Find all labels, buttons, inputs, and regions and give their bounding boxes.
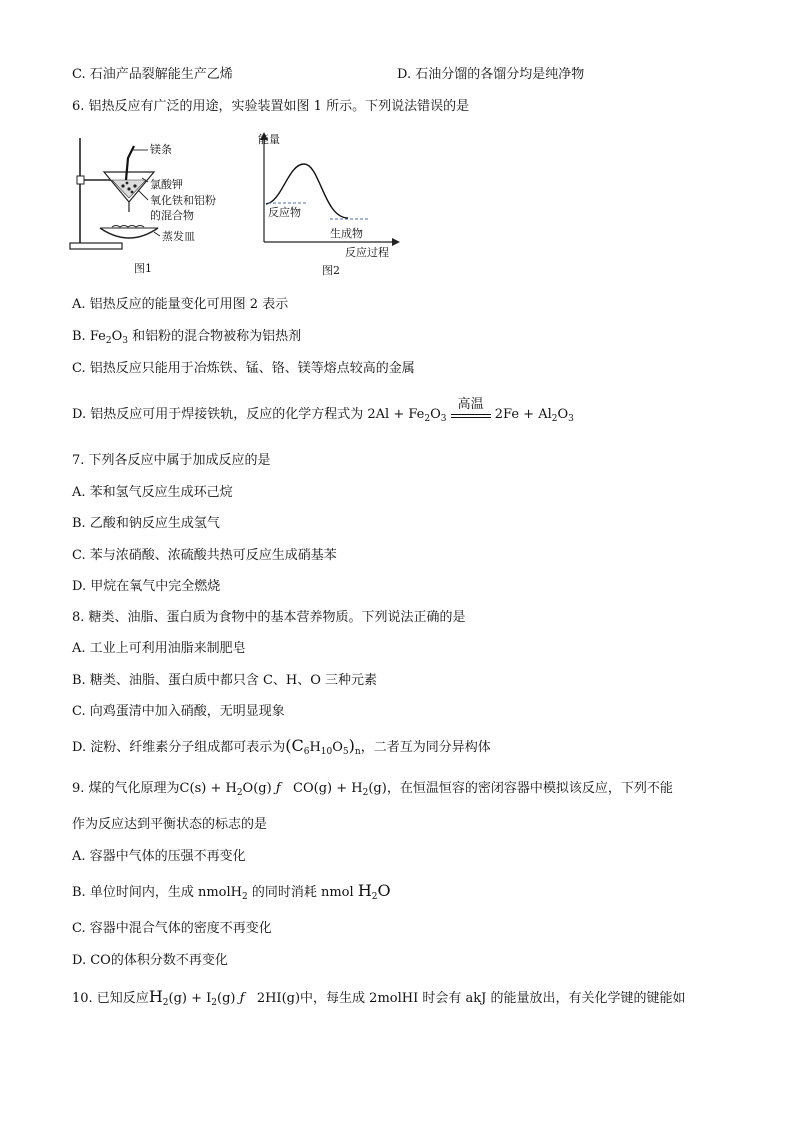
fig1-label-mixture-2: 的混合物 <box>150 209 194 222</box>
q6-option-a: A. 铝热反应的能量变化可用图 2 表示 <box>72 297 289 312</box>
fig2-product-label: 生成物 <box>330 227 363 240</box>
fig2-y-label: 能量 <box>258 133 280 146</box>
fig2-reactant-label: 反应物 <box>268 206 301 219</box>
q9-option-c: C. 容器中混合气体的密度不再变化 <box>72 921 272 936</box>
q9-stem-line2: 作为反应达到平衡状态的标志的是 <box>72 817 268 832</box>
q6-option-c: C. 铝热反应只能用于冶炼铁、锰、铬、镁等熔点较高的金属 <box>72 361 415 376</box>
q7-option-d: D. 甲烷在氧气中完全燃烧 <box>72 579 221 594</box>
q8-option-c: C. 向鸡蛋清中加入硝酸，无明显现象 <box>72 704 285 719</box>
q6-d-equation: $2Al + Fe_2O_3$ 高温 $2Fe + Al_2O_3$ <box>367 397 574 424</box>
q7-stem: 7. 下列各反应中属于加成反应的是 <box>72 453 271 468</box>
q8-stem: 8. 糖类、油脂、蛋白质为食物中的基本营养物质。下列说法正确的是 <box>72 610 466 625</box>
q9-option-d: D. CO的体积分数不再变化 <box>72 953 228 968</box>
fig1-label-kclo3: 氯酸钾 <box>150 178 183 191</box>
q10-stem: 10. 已知反应$H_2(g) + I_2(g)$ ƒ 2HI(g)中，每生成 2molHI 时会有 akJ 的能量放出，有关化学键的键能如 <box>72 987 686 1008</box>
fig1-label-mixture-1: 氧化铁和铝粉 <box>150 194 216 207</box>
q5-option-c: C. 石油产品裂解能生产乙烯 <box>72 67 233 82</box>
fig1-caption: 图1 <box>134 262 152 275</box>
q8-option-a: A. 工业上可利用油脂来制肥皂 <box>72 641 246 656</box>
q5-option-d: D. 石油分馏的各馏分均是纯净物 <box>397 67 585 82</box>
q7-option-a: A. 苯和氢气反应生成环己烷 <box>72 485 233 500</box>
q8-option-d: D. 淀粉、纤维素分子组成都可表示为$(C_6H_{10}O_5)_n$，二者互为同分异构体 <box>72 736 491 757</box>
q10-equation: $H_2(g) + I_2(g)$ ƒ 2HI(g) <box>148 987 301 1008</box>
q6-option-b: B. $Fe_2O_3$ 和铝粉的混合物被称为铝热剂 <box>72 329 302 346</box>
fig1-label-mg-strip: 镁条 <box>150 143 172 156</box>
q8-option-b: B. 糖类、油脂、蛋白质中都只含 C、H、O 三种元素 <box>72 673 378 688</box>
q7-option-c: C. 苯与浓硝酸、浓硫酸共热可反应生成硝基苯 <box>72 548 337 563</box>
q9-equation: $C(s) + H_2O(g)$ ƒ $CO(g) + H_2(g)$ <box>179 781 387 798</box>
q7-option-b: B. 乙酸和钠反应生成氢气 <box>72 516 220 531</box>
fig2-x-label: 反应过程 <box>345 246 389 259</box>
q9-option-b: B. 单位时间内，生成 nmolH$_2$ 的同时消耗 nmol $H_2O$ <box>72 881 391 902</box>
q9-stem: 9. 煤的气化原理为$C(s) + H_2O(g)$ ƒ $CO(g) + H_2(g)$，在恒温恒容的密闭容器中模拟该反应，下列不能 <box>72 781 673 798</box>
fig1-label-dish: 蒸发皿 <box>162 230 195 243</box>
q6-stem: 6. 铝热反应有广泛的用途，实验装置如图 1 所示。下列说法错误的是 <box>72 99 470 114</box>
q6-option-d: D. 铝热反应可用于焊接铁轨，反应的化学方程式为 $2Al + Fe_2O_3$ 高温 $2Fe + Al_2O_3$ <box>72 397 574 424</box>
q9-option-a: A. 容器中气体的压强不再变化 <box>72 849 246 864</box>
fig2-caption: 图2 <box>322 264 340 277</box>
q6-d-condition: 高温 <box>457 397 484 412</box>
